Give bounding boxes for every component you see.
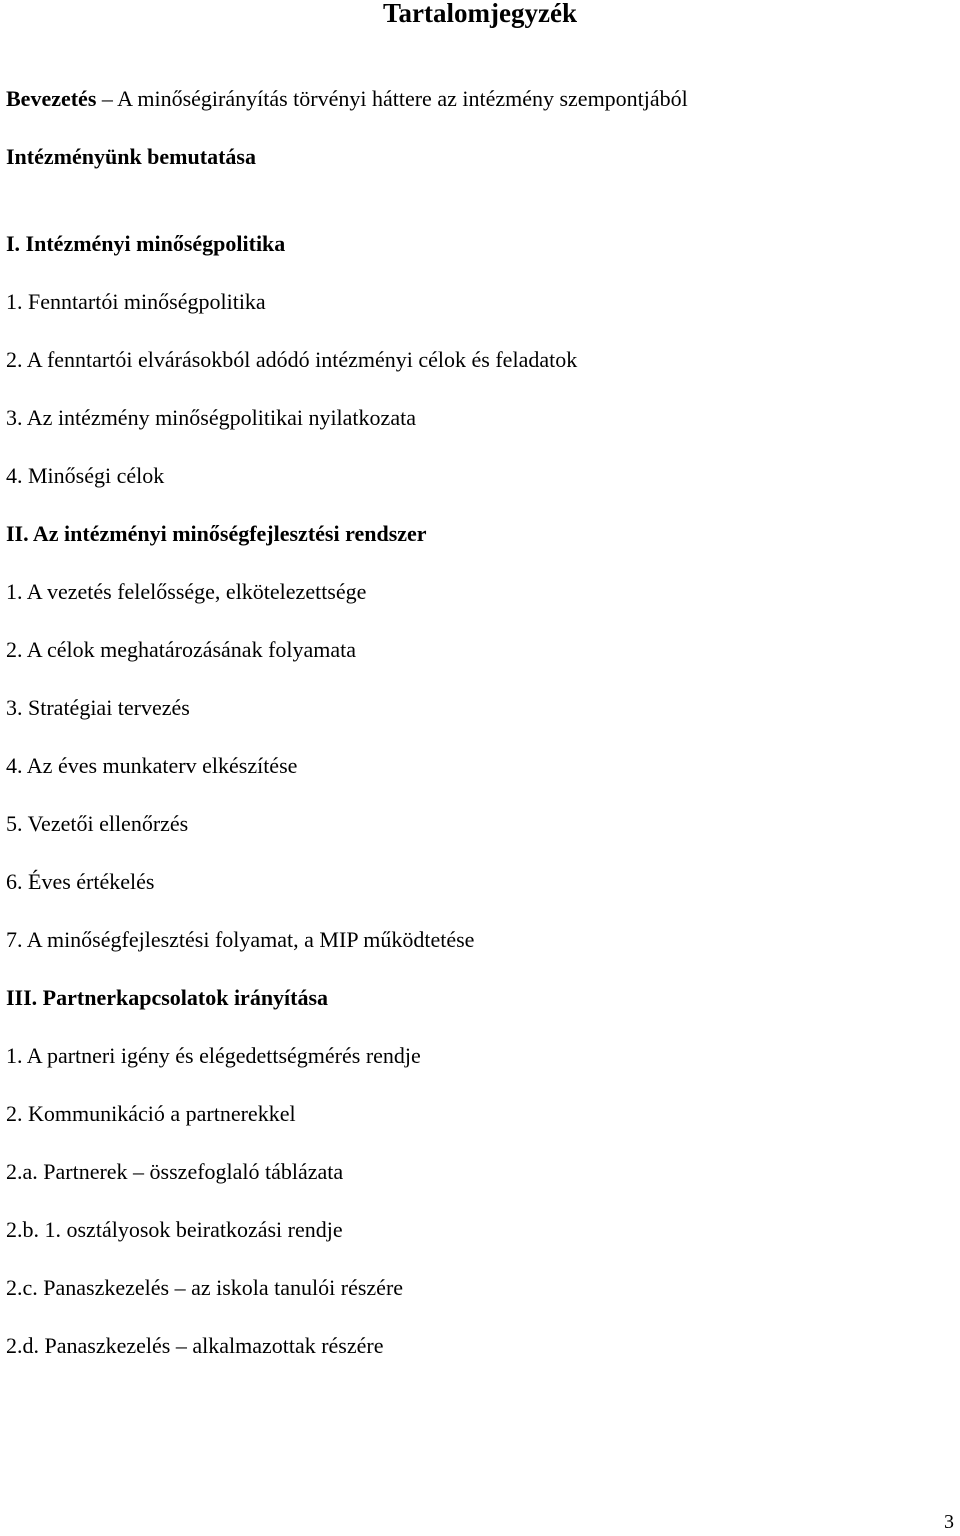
toc-entry-introduction — [6, 86, 688, 112]
toc-entry-ii-7: 7. A minőségfejlesztési folyamat, a MIP működtetése — [6, 927, 475, 952]
toc-section-i: I. Intézményi minőségpolitika — [6, 231, 286, 256]
toc-entry-ii-1: 1. A vezetés felelőssége, elkötelezettsége — [6, 579, 367, 604]
toc-entry-iii-2b: 2.b. 1. osztályosok beiratkozási rendje — [6, 1217, 343, 1242]
toc-entry-i-3: 3. Az intézmény minőségpolitikai nyilatkozata — [6, 405, 416, 430]
toc-entry-ii-4: 4. Az éves munkaterv elkészítése — [6, 753, 298, 778]
toc-entry-ii-2: 2. A célok meghatározásának folyamata — [6, 637, 357, 662]
toc-entry-i-4: 4. Minőségi célok — [6, 463, 165, 488]
toc-section-iii: III. Partnerkapcsolatok irányítása — [6, 985, 329, 1010]
toc-entry-iii-1: 1. A partneri igény és elégedettségmérés rendje — [6, 1043, 421, 1068]
toc-entry-iii-2: 2. Kommunikáció a partnerekkel — [6, 1101, 296, 1126]
toc-entry-introduction-text: – A minőségirányítás törvényi háttere az intézmény szempontjából — [96, 86, 688, 111]
toc-entry-i-1: 1. Fenntartói minőségpolitika — [6, 289, 266, 314]
toc-entry-ii-5: 5. Vezetői ellenőrzés — [6, 811, 189, 836]
page-number: 3 — [944, 1511, 954, 1533]
toc-entry-ii-3: 3. Stratégiai tervezés — [6, 695, 190, 720]
toc-entry-institution-intro: Intézményünk bemutatása — [6, 144, 256, 169]
toc-entry-iii-2d: 2.d. Panaszkezelés – alkalmazottak részére — [6, 1333, 384, 1358]
toc-entry-ii-6: 6. Éves értékelés — [6, 869, 155, 894]
page-title: Tartalomjegyzék — [383, 0, 577, 28]
toc-entry-iii-2a: 2.a. Partnerek – összefoglaló táblázata — [6, 1159, 344, 1184]
toc-entry-introduction-label: Bevezetés — [6, 86, 97, 111]
toc-section-ii: II. Az intézményi minőségfejlesztési rendszer — [6, 521, 427, 546]
toc-entry-i-2: 2. A fenntartói elvárásokból adódó intézményi célok és feladatok — [6, 347, 578, 372]
toc-entry-iii-2c: 2.c. Panaszkezelés – az iskola tanulói részére — [6, 1275, 404, 1300]
